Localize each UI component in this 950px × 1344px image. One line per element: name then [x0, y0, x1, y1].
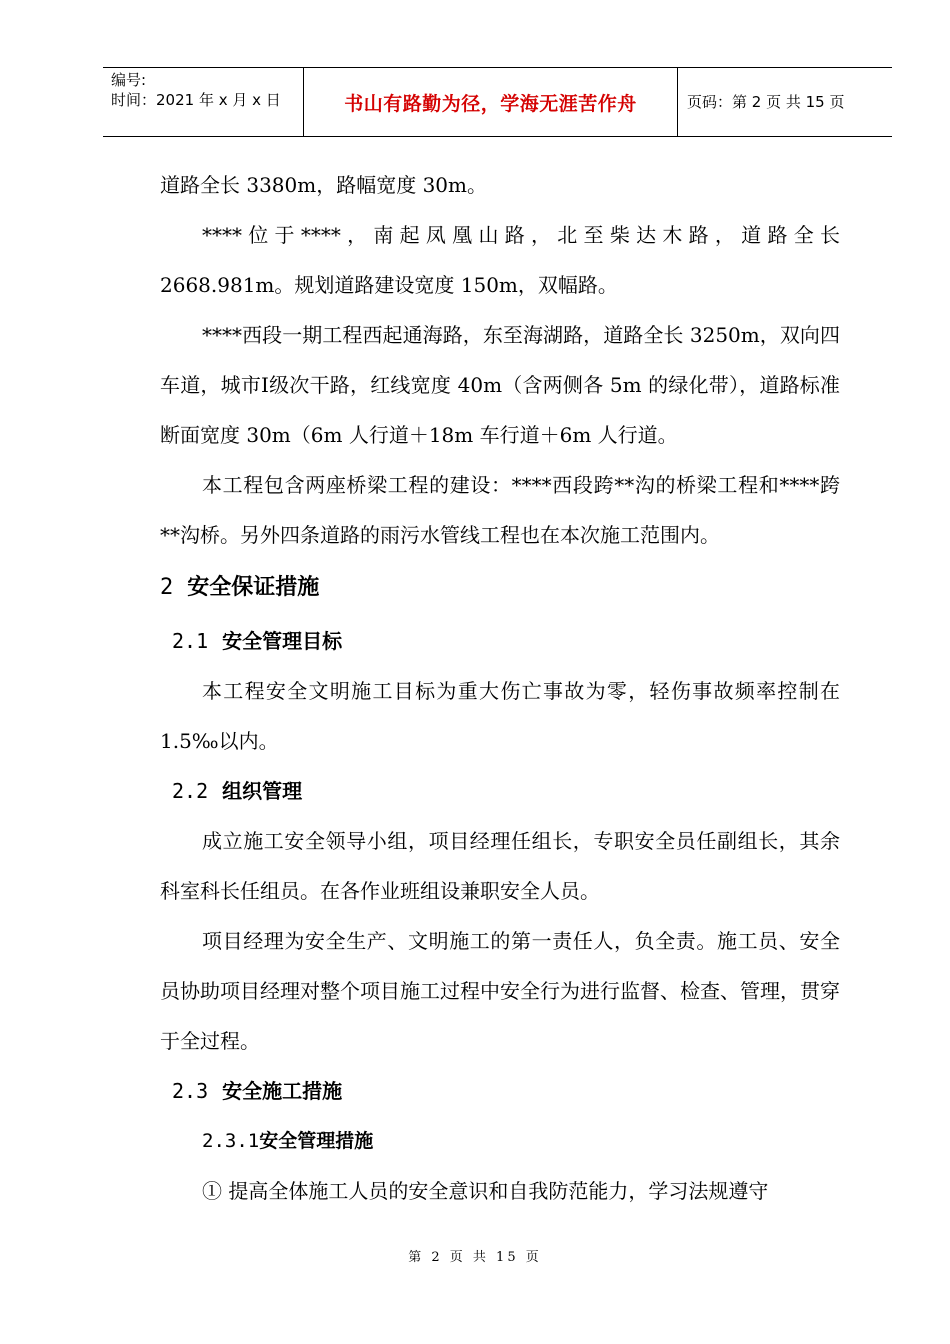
- section-heading-2-1: [160, 616, 840, 666]
- section-number: 2.3.1: [202, 1130, 260, 1152]
- paragraph-safety-goal: 本工程安全文明施工目标为重大伤亡事故为零，轻伤事故频率控制在 1.5‰以内。: [160, 679, 840, 753]
- header-page-cell: [677, 68, 892, 136]
- section-number: 2.1: [172, 629, 209, 653]
- section-number: 2.3: [172, 1079, 209, 1103]
- header-motto-cell: [303, 68, 678, 136]
- section-number: 2: [160, 575, 174, 600]
- header-left-cell: [103, 68, 303, 136]
- paragraph-measure-1: ① 提高全体施工人员的安全意识和自我防范能力，学习法规遵守: [202, 1179, 769, 1203]
- document-date: 时间：2021 年 x 月 x 日: [111, 91, 281, 109]
- header-motto: 书山有路勤为径，学海无涯苦作舟: [344, 92, 637, 115]
- paragraph-road-length: 道路全长 3380m，路幅宽度 30m。: [160, 173, 487, 197]
- paragraph-bridges: 本工程包含两座桥梁工程的建设：****西段跨**沟的桥梁工程和****跨**沟桥。另外四条道路的雨污水管线工程也在本次施工范围内。: [160, 473, 840, 547]
- document-code-label: 编号:: [111, 71, 147, 89]
- section-title: 组织管理: [222, 779, 303, 803]
- page-footer: 第 2 页 共 15 页: [408, 1250, 542, 1265]
- paragraph-west-section: ****西段一期工程西起通海路，东至海湖路，道路全长 3250m，双向四车道，城市Ⅰ级次干路，红线宽度 40m（含两侧各 5m 的绿化带），道路标准断面宽度 30m（6m 人行道＋18m 车行道＋6m 人行道。: [160, 323, 840, 447]
- section-heading-2-3: [160, 1066, 840, 1116]
- section-title: 安全管理措施: [259, 1130, 374, 1152]
- section-heading-2-2: [160, 766, 840, 816]
- paragraph-responsibility: 项目经理为安全生产、文明施工的第一责任人，负全责。施工员、安全员协助项目经理对整个项目施工过程中安全行为进行监督、检查、管理，贯穿于全过程。: [160, 929, 840, 1053]
- section-number: 2.2: [172, 779, 209, 803]
- section-title: 安全施工措施: [222, 1079, 343, 1103]
- section-heading-2: [160, 560, 840, 616]
- section-title: 安全保证措施: [187, 575, 320, 600]
- document-header: [103, 67, 892, 137]
- paragraph-leadership-group: 成立施工安全领导小组，项目经理任组长，专职安全员任副组长，其余科室科长任组员。在各作业班组设兼职安全人员。: [160, 829, 840, 903]
- section-title: 安全管理目标: [222, 629, 343, 653]
- section-heading-2-3-1: [160, 1116, 840, 1166]
- paragraph-road-location: ****位于****，南起凤凰山路，北至柴达木路，道路全长 2668.981m。规划道路建设宽度 150m，双幅路。: [160, 223, 840, 297]
- header-page-number: 页码：第 2 页 共 15 页: [687, 93, 845, 111]
- document-body: [160, 160, 840, 1216]
